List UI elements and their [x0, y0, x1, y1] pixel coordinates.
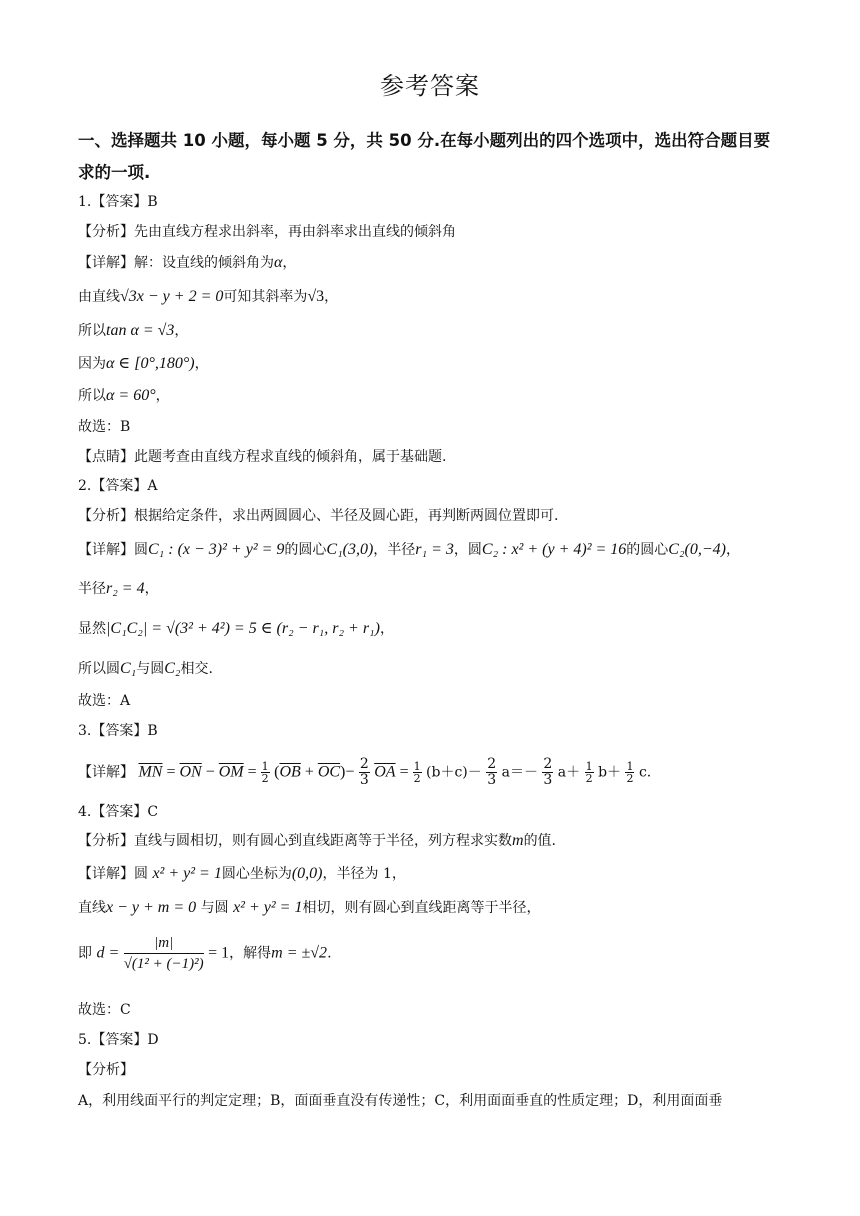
q4-answer: 4.【答案】C [78, 804, 159, 820]
q4-formula: 即 d = $\frac{|m|}{\text{√(1² + (−1)²)}}$ = 1，解得m = ±√2. [78, 935, 332, 972]
q3-answer: 3.【答案】B [78, 723, 158, 739]
fraction-two-thirds: $\frac{2}{3}$ [543, 756, 553, 788]
q4-choice: 故选：C [78, 1002, 131, 1018]
q1-tan: 所以tan α = √3， [78, 322, 189, 339]
q1-analysis: 【分析】先由直线方程求出斜率，再由斜率求出直线的倾斜角 [78, 224, 456, 240]
q2-radius: 半径r₂ = 4， [78, 580, 159, 597]
section-heading-line1: 一、选择题共 10 小题，每小题 5 分，共 50 分.在每小题列出的四个选项中，选出符合题目要 [78, 131, 771, 150]
q2-detail: 【详解】圆C₁ : (x − 3)² + y² = 9的圆心C₁(3,0)，半径r₁ = 3，圆C₂ : x² + (y + 4)² = 16的圆心C₂(0,−4)， [78, 541, 740, 558]
q4-detail: 【详解】圆 x² + y² = 1圆心坐标为(0,0)，半径为 1， [78, 865, 406, 882]
q5-analysis: 【分析】 [78, 1062, 134, 1078]
page-title: 参考答案 [380, 72, 480, 100]
q2-analysis: 【分析】根据给定条件，求出两圆圆心、半径及圆心距，再判断两圆位置即可. [78, 508, 559, 524]
distance-fraction: $\frac{|m|}{\text{√(1² + (−1)²)}}$ [123, 935, 204, 972]
q1-line-slope: 由直线√3x − y + 2 = 0可知其斜率为√3， [78, 288, 339, 305]
fraction-two-thirds: $\frac{2}{3}$ [359, 756, 369, 788]
q3-detail: 【详解】 $\overline{MN} = \overline{ON} - \overline{OM}$ = $\frac{1}{2}$ $(\overline{OB} + \overline{OC})-$ $\frac{2}{3}$ $\overline{OA}$ = $\frac{1}{2}$ (b＋c)－ $\frac{2}{3}$ a＝－ $\frac{2}{3}$ a＋ $\frac{1}{2}$ b＋ $\frac{1}{2}$ c. [78, 756, 652, 788]
q4-analysis: 【分析】直线与圆相切，则有圆心到直线距离等于半径，列方程求实数m的值. [78, 832, 557, 849]
q2-choice: 故选：A [78, 693, 131, 709]
q1-detail: 【详解】解：设直线的倾斜角为α， [78, 254, 297, 271]
q1-answer: 1.【答案】B [78, 194, 158, 210]
section-heading-line2: 求的一项. [78, 163, 151, 182]
fraction-two-thirds: $\frac{2}{3}$ [487, 756, 497, 788]
q2-conclusion: 所以圆C₁与圆C₂相交. [78, 660, 213, 677]
fraction-half: $\frac{1}{2}$ [626, 760, 634, 785]
q2-answer: 2.【答案】A [78, 478, 158, 494]
fraction-half: $\frac{1}{2}$ [585, 760, 593, 785]
q1-range: 因为α ∈ [0°,180°)， [78, 355, 209, 372]
q1-choice: 故选：B [78, 419, 131, 435]
fraction-half: $\frac{1}{2}$ [261, 760, 269, 785]
fraction-half: $\frac{1}{2}$ [413, 760, 421, 785]
q1-comment: 【点睛】此题考查由直线方程求直线的倾斜角，属于基础题. [78, 449, 447, 465]
q5-text: A，利用线面平行的判定定理；B，面面垂直没有传递性；C，利用面面垂直的性质定理；D，利用面面垂 [78, 1093, 723, 1109]
q2-distance: 显然|C₁C₂| = √(3² + 4²) = 5 ∈ (r₂ − r₁, r₂ + r₁)， [78, 620, 394, 637]
q1-result: 所以α = 60°， [78, 387, 170, 404]
q4-tangent: 直线x − y + m = 0 与圆 x² + y² = 1相切，则有圆心到直线距离等于半径， [78, 899, 541, 916]
q5-answer: 5.【答案】D [78, 1032, 159, 1048]
